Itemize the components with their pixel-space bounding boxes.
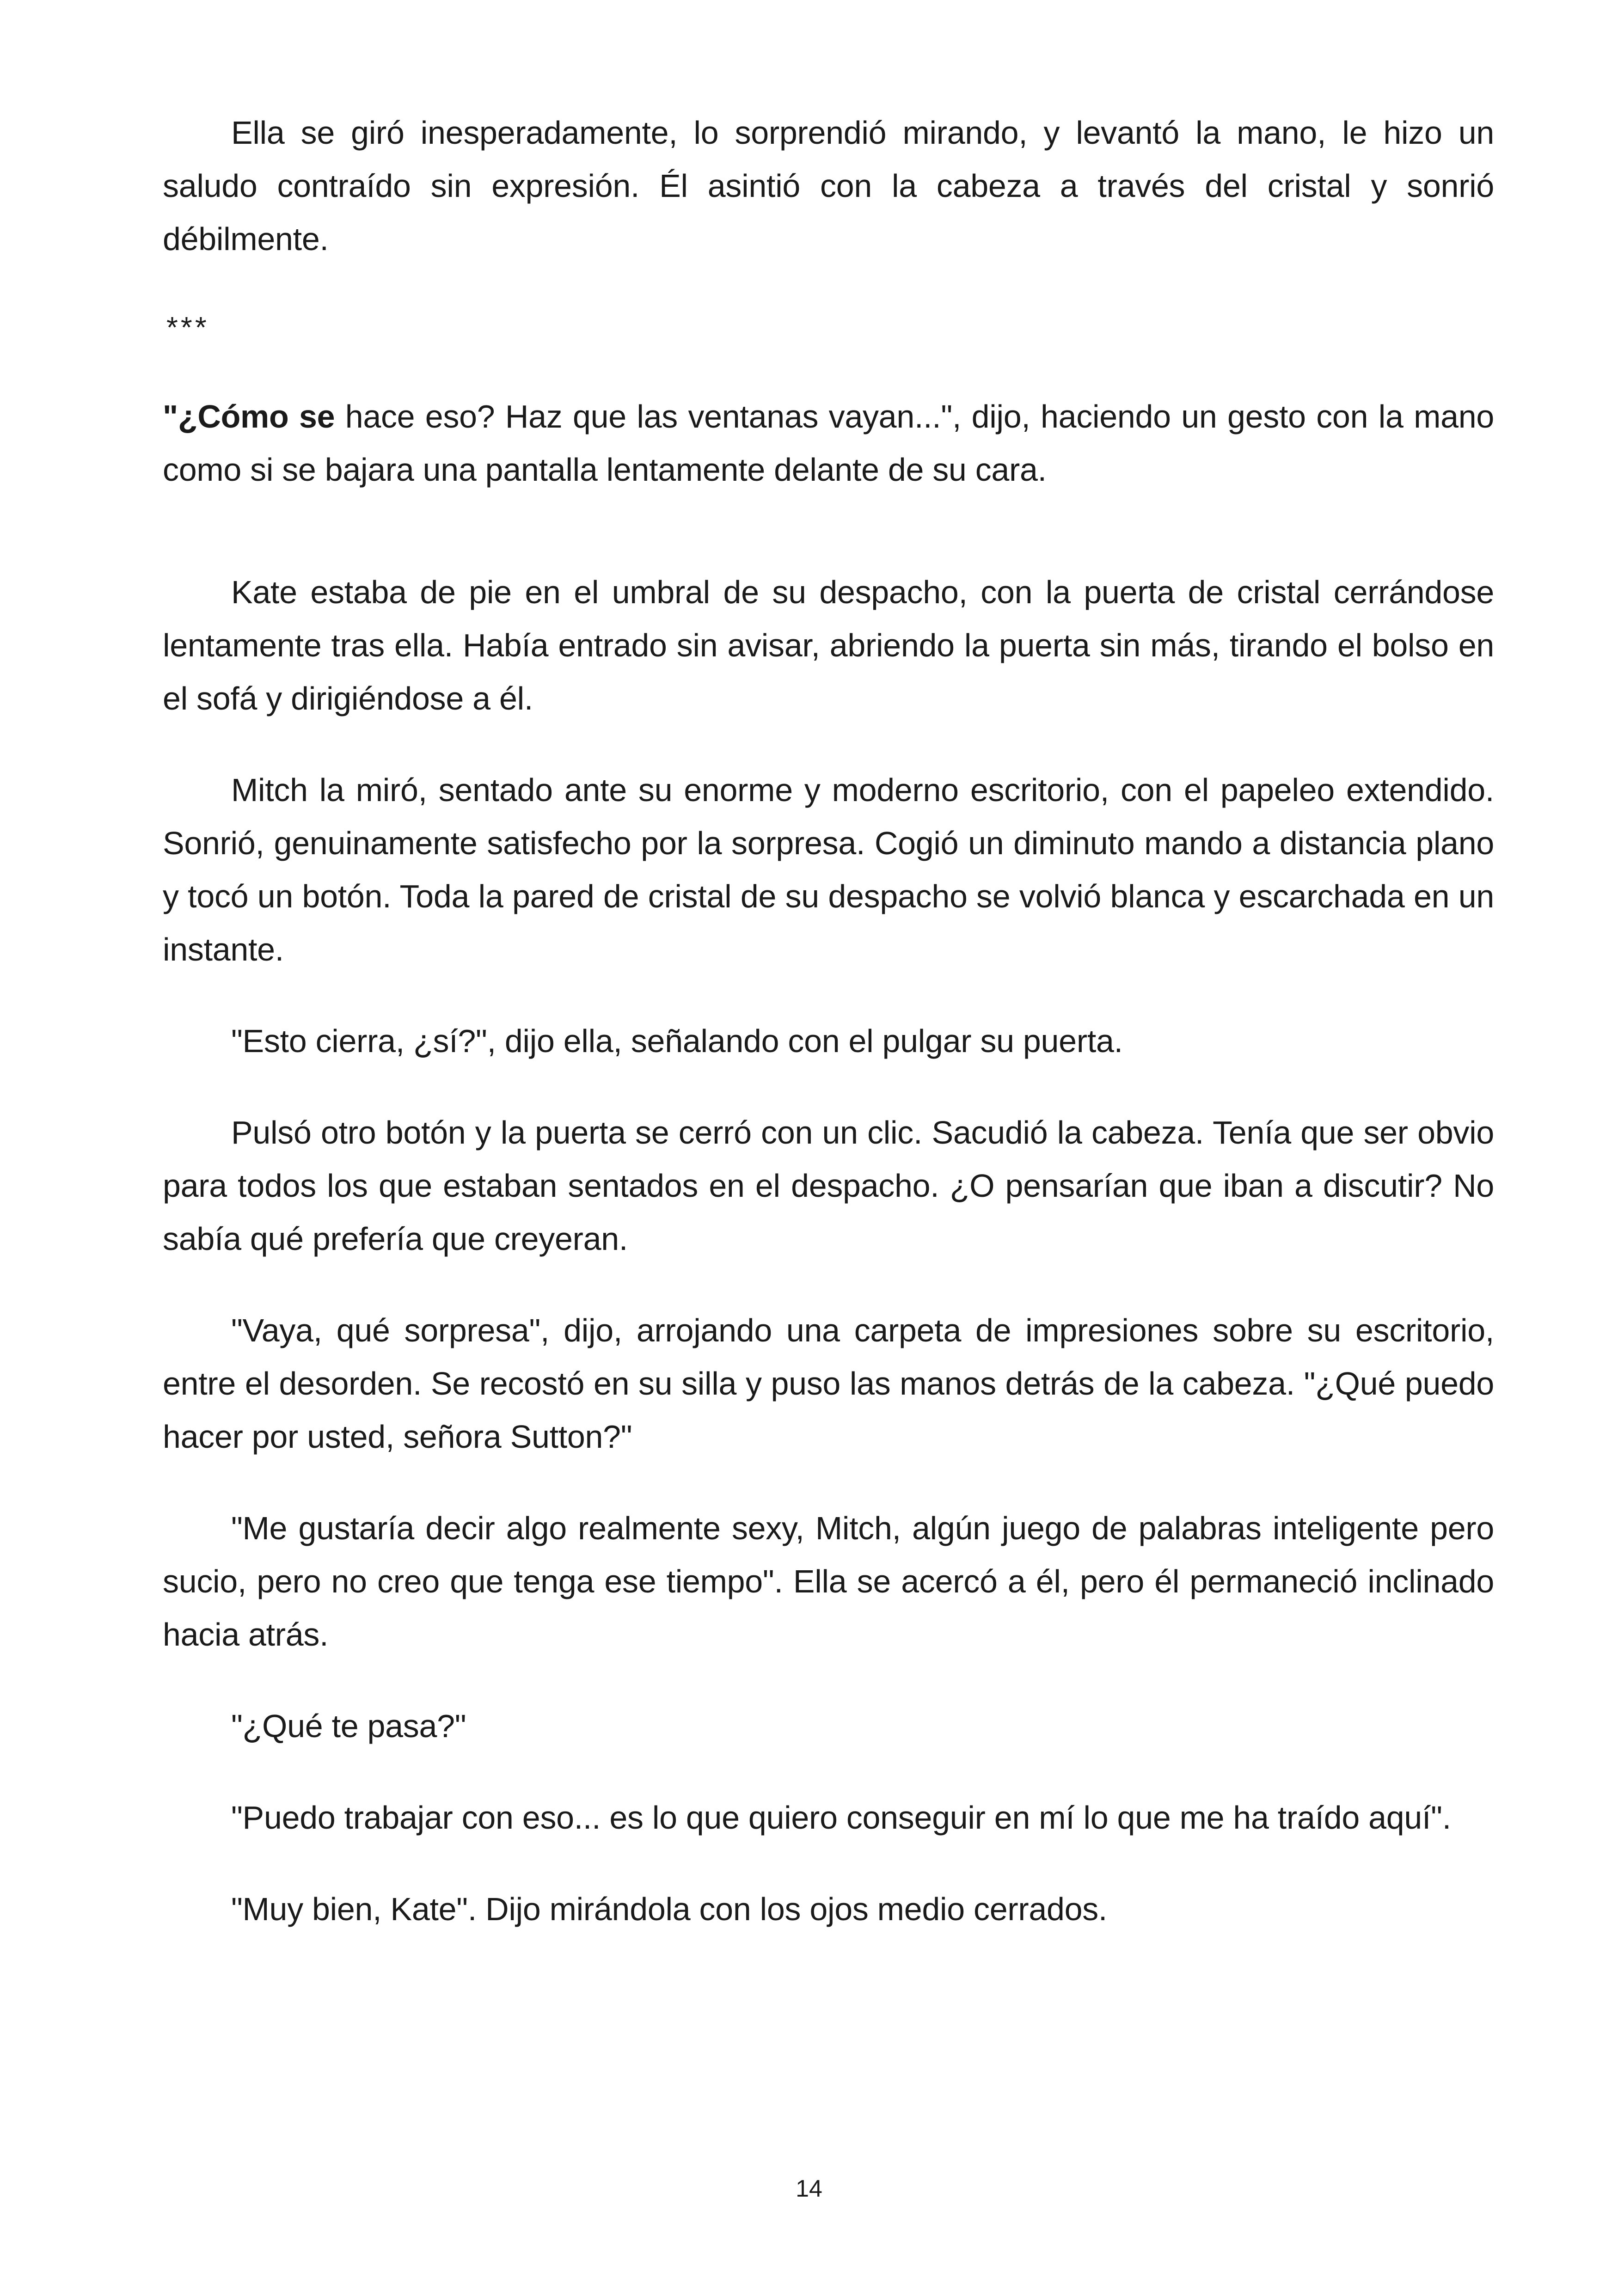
paragraph: Mitch la miró, sentado ante su enorme y moderno escritorio, con el papeleo extendido. Sonrió, genuinamente satisfecho por la sorpresa. Cogió un diminuto mando a distancia plano y tocó un botón. Toda la pared de cristal de su despacho se volvió blanca y escarchada en un instante. [163, 772, 1494, 967]
page-number: 14 [796, 2175, 822, 2202]
body-text [163, 106, 1494, 1974]
paragraph: "Vaya, qué sorpresa", dijo, arrojando una carpeta de impresiones sobre su escritorio, entre el desorden. Se recostó en su silla y puso las manos detrás de la cabeza. "¿Qué puedo hacer por usted, señora Sutton?" [163, 1312, 1494, 1455]
scene-break: *** [166, 311, 209, 344]
paragraph: "Me gustaría decir algo realmente sexy, Mitch, algún juego de palabras inteligente pero sucio, pero no creo que tenga ese tiempo". Ella se acercó a él, pero él permaneció inclinado hacia atrás. [163, 1510, 1494, 1653]
paragraph: Kate estaba de pie en el umbral de su despacho, con la puerta de cristal cerrándose lentamente tras ella. Había entrado sin avisar, abriendo la puerta sin más, tirando el bolso en el sofá y dirigiéndose a él. [163, 574, 1494, 716]
paragraph [163, 390, 1494, 496]
paragraph: "Puedo trabajar con eso... es lo que quiero conseguir en mí lo que me ha traído aquí". [231, 1800, 1451, 1836]
bold-lead-text: "¿Cómo se [163, 398, 335, 435]
paragraph: "Esto cierra, ¿sí?", dijo ella, señalando con el pulgar su puerta. [231, 1023, 1123, 1059]
paragraph: Pulsó otro botón y la puerta se cerró con un clic. Sacudió la cabeza. Tenía que ser obvio para todos los que estaban sentados en el despacho. ¿O pensarían que iban a discutir? No sabía qué prefería que creyeran. [163, 1114, 1494, 1257]
paragraph: "¿Qué te pasa?" [231, 1708, 466, 1744]
paragraph-text: hace eso? Haz que las ventanas vayan...", dijo, haciendo un gesto con la mano como si se bajara una pantalla lentamente delante de su cara. [163, 398, 1494, 488]
paragraph: "Muy bien, Kate". Dijo mirándola con los ojos medio cerrados. [231, 1891, 1108, 1927]
paragraph: Ella se giró inesperadamente, lo sorprendió mirando, y levantó la mano, le hizo un saludo contraído sin expresión. Él asintió con la cabeza a través del cristal y sonrió débilmente. [163, 115, 1494, 257]
